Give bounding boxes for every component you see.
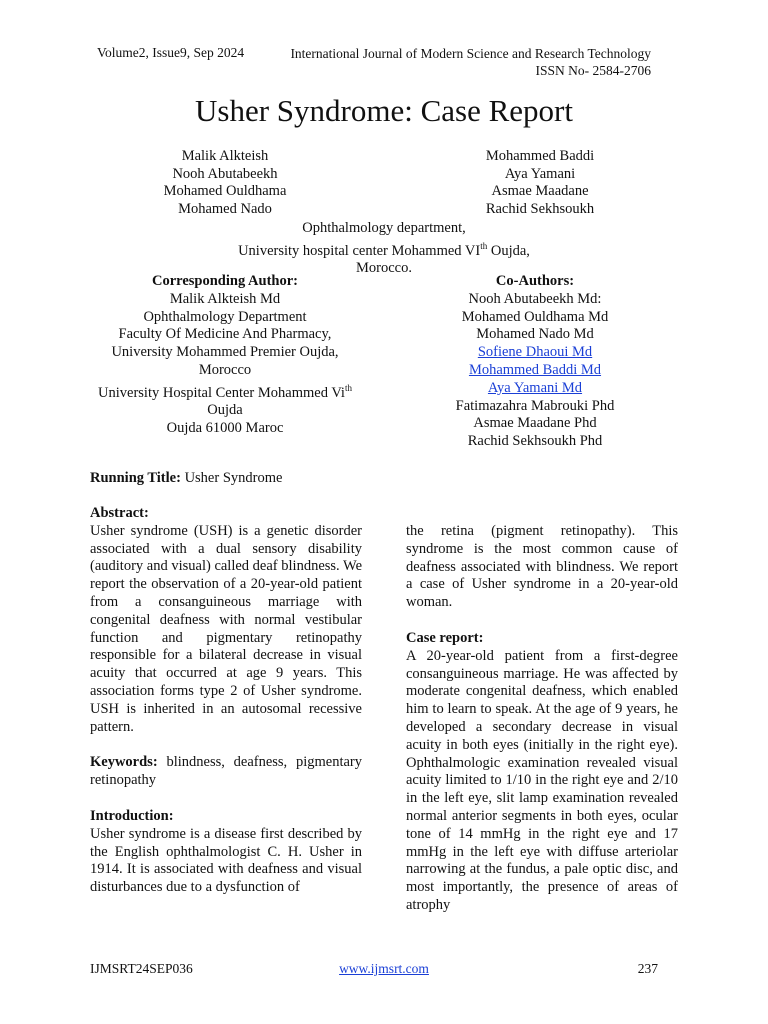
left-column (90, 505, 362, 897)
keywords (90, 754, 362, 790)
coauthor-line: Asmae Maadane Phd (473, 415, 597, 432)
introduction-text: Usher syndrome is a disease first described by the English ophthalmologist C. H. Usher in 1914. It is associated with deafness and visual disturbances due to a dysfunction of (90, 825, 362, 896)
coauthor-line: Mohamed Nado Md (476, 326, 594, 343)
author-name: Malik Alkteish (181, 148, 269, 164)
author-name: Asmae Maadane (491, 183, 589, 200)
keywords-label: Keywords: (90, 754, 158, 771)
corresponding-line: Ophthalmology Department (143, 308, 307, 325)
corresponding-line: Oujda (207, 402, 243, 419)
author-name: Mohamed Nado (178, 200, 272, 217)
affiliation (0, 220, 768, 278)
running-title-value: Usher Syndrome (180, 470, 283, 486)
article-code: IJMSRT24SEP036 (90, 961, 193, 976)
hospital-text: University Hospital Center Mohammed Vi (98, 384, 345, 401)
author-name: Nooh Abutabeekh (172, 165, 278, 182)
corresponding-line: Faculty Of Medicine And Pharmacy, (118, 326, 332, 343)
authors-right (440, 148, 640, 218)
coauthors-block (420, 273, 650, 451)
keywords-value: blindness, deafness, pigmentary retinopathy (90, 754, 362, 789)
affiliation-line: Morocco. (356, 260, 412, 277)
page-number: 237 (637, 961, 658, 976)
author-name: Rachid Sekhsoukh (485, 200, 595, 217)
superscript: th (344, 382, 352, 393)
corresponding-author-block (80, 273, 370, 438)
corresponding-line: Malik Alkteish Md (169, 290, 281, 307)
affiliation-line (0, 238, 768, 260)
coauthor-line: Nooh Abutabeekh Md: (468, 290, 602, 307)
affiliation-text: Oujda, (487, 242, 530, 259)
corresponding-line: Oujda 61000 Maroc (166, 420, 284, 437)
introduction-heading: Introduction: (90, 807, 174, 824)
author-name: Mohamed Ouldhama (163, 183, 287, 200)
paper-title: Usher Syndrome: Case Report (195, 93, 573, 128)
corresponding-line: Morocco (198, 361, 252, 378)
coauthor-line: Rachid Sekhsoukh Phd (467, 433, 603, 450)
case-report-text: A 20-year-old patient from a first-degree consanguineous marriage. He was affected by moderate congenital deafness, which enabled him to learn to speak. At the age of 9 years, he developed a secondary decrease in visual acuity in both eyes (initially in the right eye). Ophthalmologic examination revealed visual acuity limited to 1/10 in the right eye and 2/10 in the left eye, slit lamp examination revealed normal anterior segments in both eyes, ocular tone of 14 mmHg in the right eye and 17 mmHg in the left eye with diffuse arteriolar narrowing at the fundus, a pale optic disc, and most importantly, the presence of areas of atrophy (406, 647, 678, 913)
authors-left (120, 148, 330, 218)
journal-url-link[interactable]: www.ijmsrt.com (339, 961, 429, 976)
introduction-continuation: the retina (pigment retinopathy). This syndrome is the most common cause of deafness associated with blindness. We report a case of Usher syndrome in a 20-year-old woman. (406, 523, 678, 611)
coauthor-line: Fatimazahra Mabrouki Phd (455, 397, 615, 414)
abstract-text: Usher syndrome (USH) is a genetic disorder associated with a dual sensory disability (auditory and visual) called deaf blindness. We report the observation of a 20-year-old patient from a consanguineous marriage with congenital deafness with normal vestibular function and pigmentary retinopathy responsible for a bilateral decrease in visual acuity that occurred at age 9 years. This association forms type 2 of Usher syndrome. USH is inherited in an autosomal recessive pattern. (90, 522, 362, 735)
affiliation-text: University hospital center Mohammed VI (238, 242, 481, 259)
journal-header (290, 45, 651, 79)
superscript: th (480, 240, 488, 251)
author-name: Mohammed Baddi (485, 148, 595, 164)
coauthor-line: Mohamed Ouldhama Md (461, 308, 609, 325)
abstract-heading: Abstract: (90, 505, 149, 521)
running-title-label: Running Title: (90, 470, 181, 486)
author-name: Aya Yamani (504, 165, 576, 182)
running-title (90, 470, 282, 487)
corresponding-line (80, 380, 370, 403)
coauthor-link[interactable]: Sofiene Dhaoui Md (477, 344, 593, 361)
right-column (406, 523, 678, 915)
affiliation-line: Ophthalmology department, (302, 220, 466, 236)
issue-info: Volume2, Issue9, Sep 2024 (97, 45, 245, 60)
coauthor-link[interactable]: Aya Yamani Md (487, 379, 583, 396)
coauthor-link[interactable]: Mohammed Baddi Md (468, 361, 602, 378)
case-report-heading: Case report: (406, 629, 484, 646)
corresponding-heading: Corresponding Author: (152, 273, 298, 289)
corresponding-line: University Mohammed Premier Oujda, (111, 344, 339, 361)
issn: ISSN No- 2584-2706 (535, 63, 651, 78)
journal-name: International Journal of Modern Science and Research Technology (290, 46, 651, 61)
coauthors-heading: Co-Authors: (495, 273, 575, 289)
